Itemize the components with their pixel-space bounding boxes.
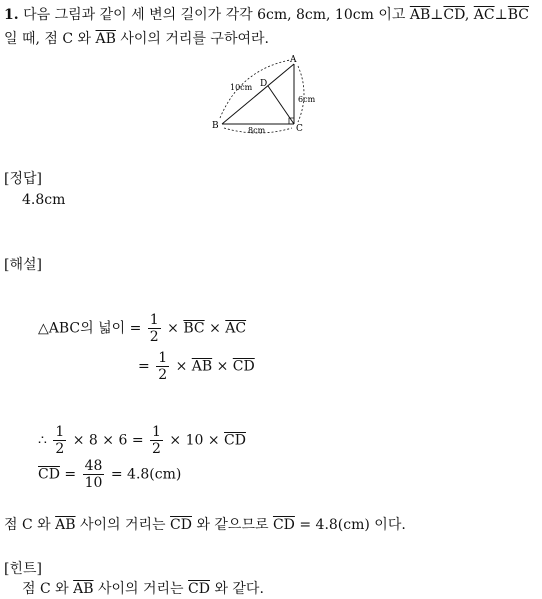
label-b: B: [212, 121, 219, 131]
label-a: A: [290, 55, 297, 65]
perp-symbol: ⊥: [430, 7, 444, 23]
hint-header: [힌트]: [4, 561, 42, 577]
segment-cd: $\overline{CD}$: [224, 432, 246, 449]
segment-cd: $\overline{CD}$: [170, 517, 192, 533]
segment-ac: $\overline{AC}$: [225, 320, 247, 337]
length-bc: 8cm: [248, 126, 266, 135]
solution-eq-3: ∴ $\frac{1}{2}$ × 8 × 6 = $\frac{1}{2}$ × $10 \times \overline{CD}$: [38, 424, 246, 457]
solution-header: [해설]: [4, 257, 42, 273]
length-ab: 10cm: [230, 83, 253, 92]
segment-ac: $\overline{AC}$: [473, 7, 495, 23]
length-ac: 6cm: [298, 95, 316, 104]
fraction-half: $\frac{1}{2}$: [55, 424, 65, 457]
problem-text: 다음 그림과 같이 세 변의 길이가 각각 6cm, 8cm, 10cm 이고: [23, 7, 406, 23]
segment-cd: $\overline{CD}$: [232, 358, 255, 375]
segment-cd: $\overline{CD}$: [188, 581, 210, 597]
solution-conclusion: 점 C 와 $\overline{AB}$ 사이의 거리는 $\overline{CD}$ 와 같으므로 $\overline{CD} = 4.8(cm)$ 이다.: [4, 517, 406, 533]
segment-ab: $\overline{AB}$: [55, 517, 76, 533]
solution-eq-4: $\overline{CD}$ = $\frac{48}{10}$ = 4.8(cm): [38, 458, 182, 491]
problem-line-2: [4, 28, 269, 48]
fraction-half: $\frac{1}{2}$: [152, 424, 161, 457]
solution-eq-2: = $\frac{1}{2}$ × $\overline{AB} \times \overline{CD}$: [138, 350, 255, 383]
segment-cd: $\overline{CD}$: [443, 7, 465, 23]
fraction-half: $\frac{1}{2}$: [149, 312, 159, 345]
dim-ac: [298, 66, 304, 122]
fraction-half: $\frac{1}{2}$: [158, 350, 168, 383]
side-ab: [222, 64, 294, 124]
problem-text: 사이의 거리를 구하여라.: [120, 31, 269, 47]
answer-header: [정답]: [4, 171, 42, 187]
label-d: D: [260, 79, 268, 89]
segment-cd: $\overline{CD}$: [38, 466, 60, 483]
problem-number: 1.: [4, 7, 19, 23]
segment-ab: $\overline{AB}$: [95, 31, 116, 47]
fraction-48-10: $\frac{48}{10}$: [84, 458, 103, 491]
triangle-figure: [210, 52, 330, 138]
solution-eq-1: △ABC의 넓이 = $\frac{1}{2}$ × $\overline{BC} \times \overline{AC}$: [38, 312, 247, 345]
perp-symbol: ⊥: [494, 7, 508, 23]
segment-bc: $\overline{BC}$: [507, 7, 530, 23]
triangle-area-label: △ABC의 넓이 =: [38, 320, 142, 337]
comma: ,: [464, 7, 470, 23]
segment-ab: $\overline{AB}$: [191, 358, 213, 375]
segment-ab: $\overline{AB}$: [73, 581, 94, 597]
segment-bc: $\overline{BC}$: [183, 320, 205, 337]
label-c: C: [296, 124, 303, 134]
hint-text: 점 C 와 $\overline{AB}$ 사이의 거리는 $\overline{CD}$ 와 같다.: [22, 581, 264, 597]
problem-line-1: [4, 4, 529, 24]
segment-cd: $\overline{CD}$: [272, 517, 295, 533]
answer-value: 4.8cm: [22, 192, 66, 208]
segment-ab: $\overline{AB}$: [409, 7, 431, 23]
problem-text: 일 때, 점 C 와: [4, 31, 92, 47]
therefore-symbol: ∴: [38, 432, 47, 449]
